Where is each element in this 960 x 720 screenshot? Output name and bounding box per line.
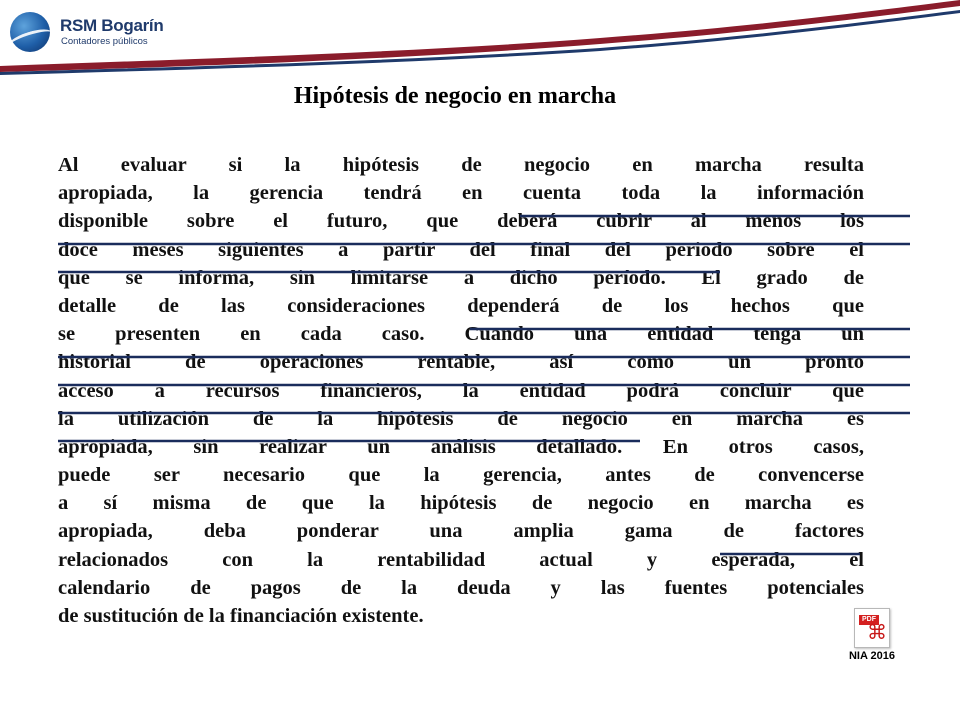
- paragraph-line: se presenten en cada caso. Cuando una entidad tenga un: [58, 323, 864, 346]
- paragraph-line: Al evaluar si la hipótesis de negocio en marcha resulta: [58, 154, 864, 176]
- paragraph-line: relacionados con la rentabilidad actual y esperada, el: [58, 548, 864, 571]
- paragraph-line: acceso a recursos financieros, la entidad podrá concluir que: [58, 379, 864, 402]
- paragraph-line: detalle de las consideraciones dependerá de los hechos que: [58, 294, 864, 317]
- slide-header: [0, 0, 960, 80]
- pdf-icon: [854, 608, 890, 648]
- paragraph-line: de sustitución de la financiación existente.: [58, 605, 424, 627]
- paragraph-line: doce meses siguientes a partir del final del periodo sobre el: [58, 238, 864, 261]
- paragraph-line: apropiada, sin realizar un análisis detallado. En otros casos,: [58, 435, 864, 458]
- paragraph-line: apropiada, la gerencia tendrá en cuenta toda la información: [58, 182, 864, 205]
- body-paragraph: [58, 151, 864, 630]
- paragraph-line: disponible sobre el futuro, que deberá cubrir al menos los: [58, 210, 864, 233]
- globe-icon: [10, 12, 50, 52]
- paragraph-line: historial de operaciones rentable, así como un pronto: [58, 351, 864, 374]
- paragraph-line: la utilización de la hipótesis de negocio en marcha es: [58, 407, 864, 430]
- paragraph-line: que se informa, sin limitarse a dicho período. El grado de: [58, 266, 864, 289]
- pdf-attachment[interactable]: [846, 608, 902, 664]
- company-logo: [10, 12, 170, 56]
- brand-name: RSM Bogarín: [60, 16, 164, 35]
- paragraph-line: puede ser necesario que la gerencia, antes de convencerse: [58, 464, 864, 487]
- attachment-label: NIA 2016: [848, 650, 896, 662]
- paragraph-line: apropiada, deba ponderar una amplia gama de factores: [58, 520, 864, 543]
- acrobat-icon: ⌘: [867, 622, 887, 644]
- paragraph-line: a sí misma de que la hipótesis de negocio en marcha es: [58, 492, 864, 515]
- brand-subtitle: Contadores públicos: [61, 36, 148, 47]
- pdf-tag: PDF: [859, 615, 879, 625]
- paragraph-line: calendario de pagos de la deuda y las fuentes potenciales: [58, 576, 864, 599]
- page-title: Hipótesis de negocio en marcha: [293, 83, 617, 109]
